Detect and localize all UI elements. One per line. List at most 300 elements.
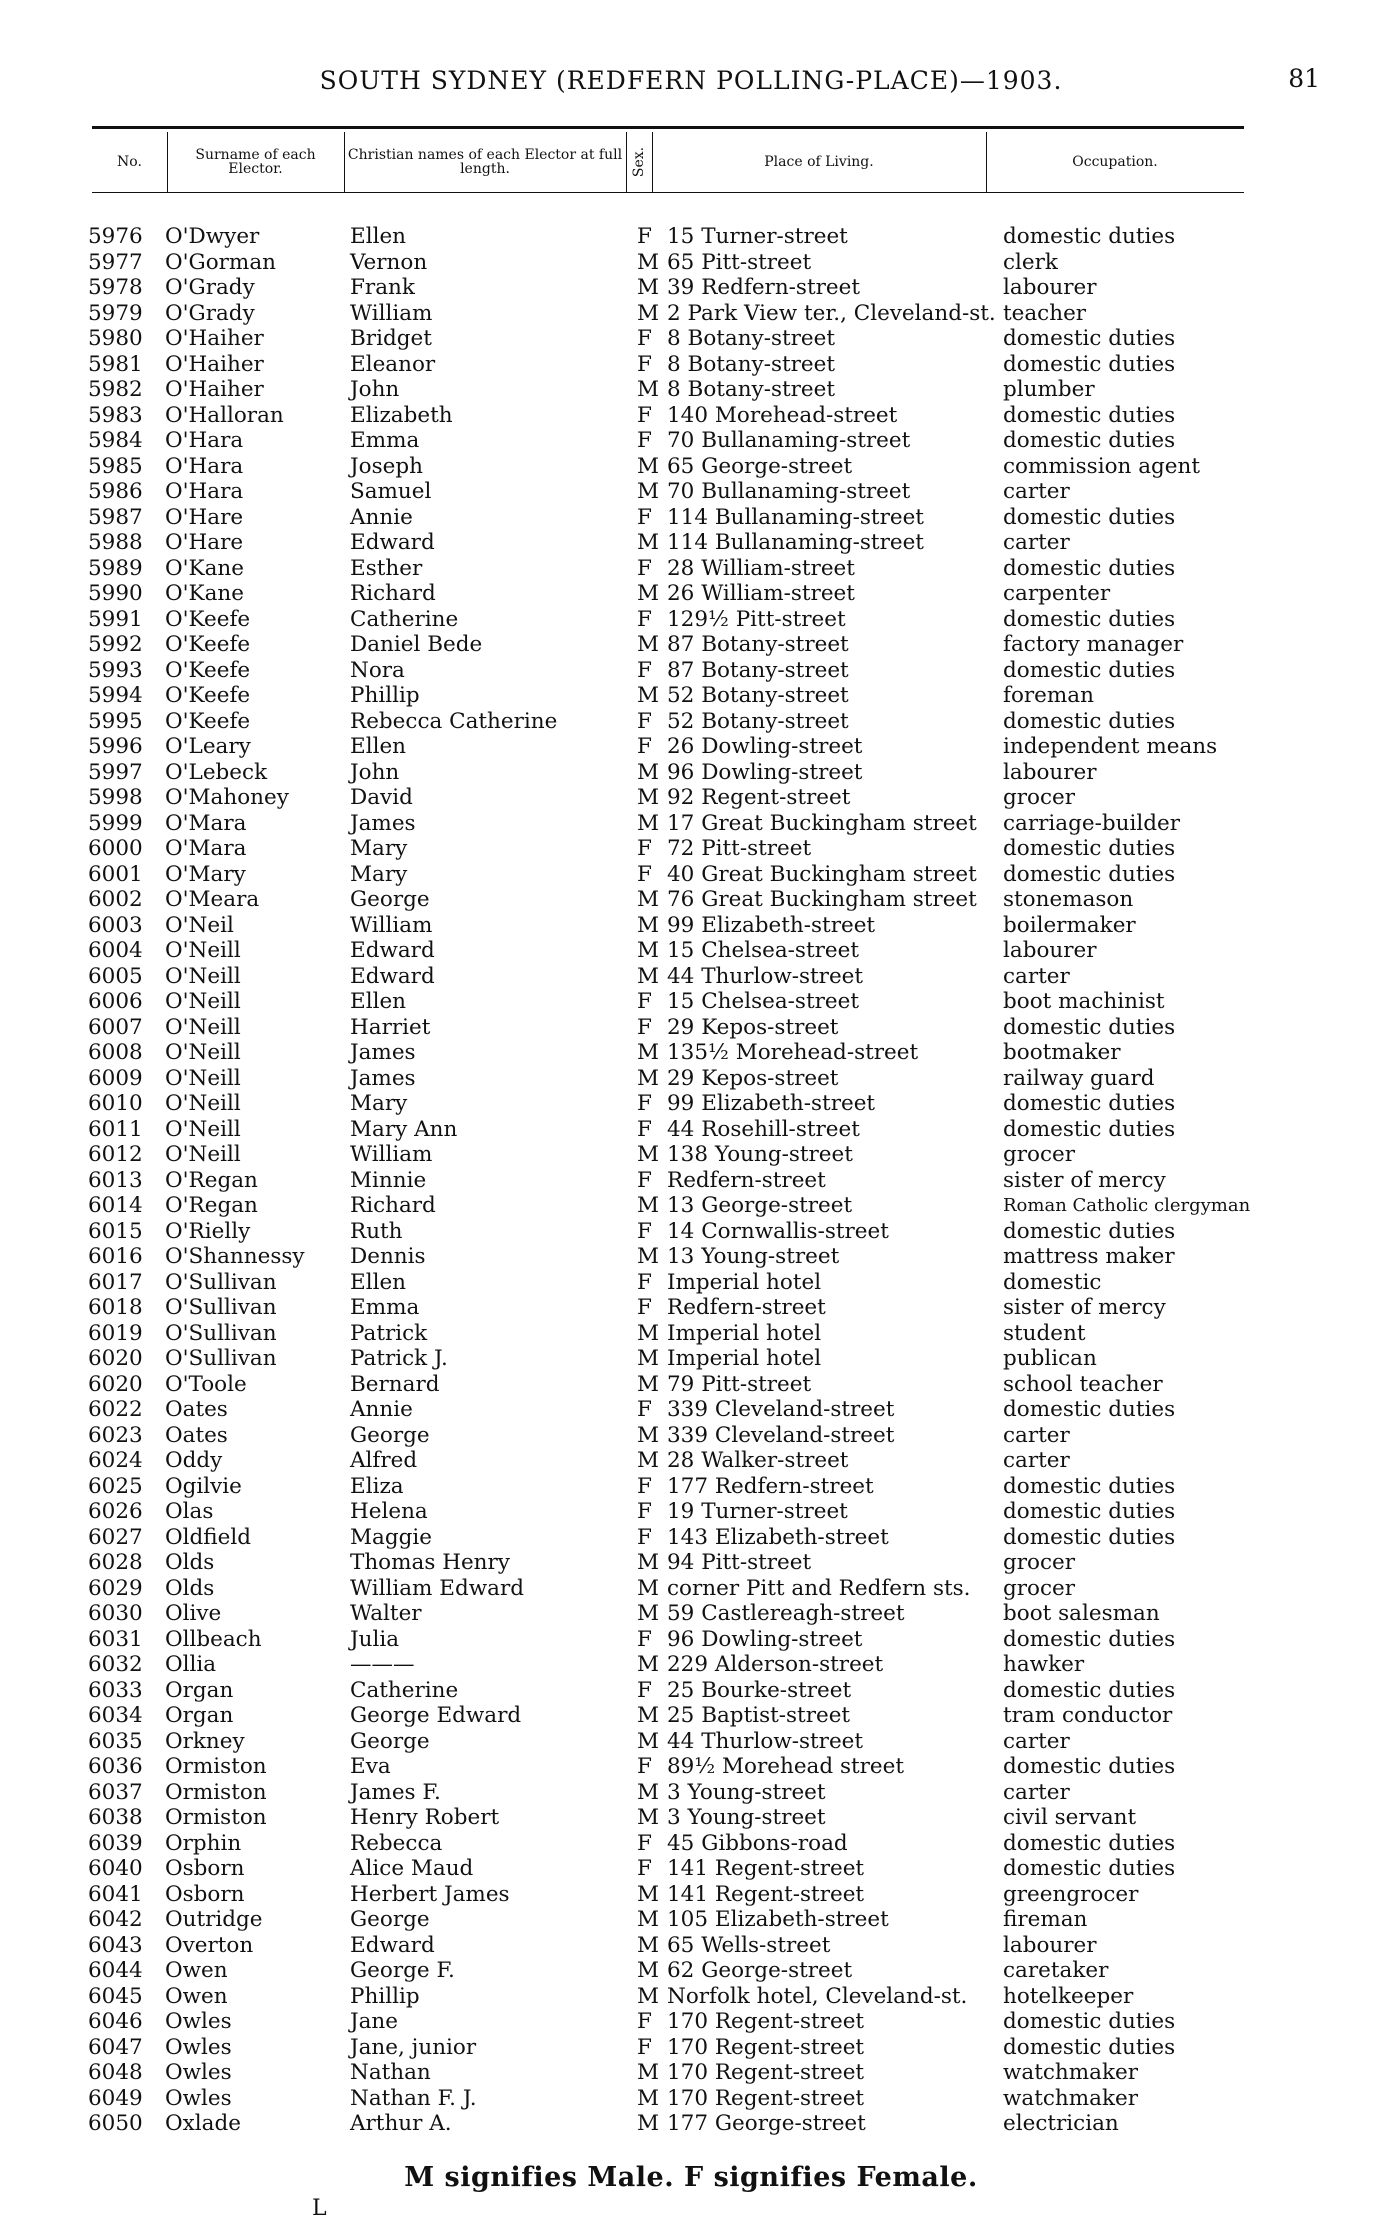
elector-surname: O'Mary <box>165 861 246 887</box>
elector-occupation: domestic duties <box>1003 1473 1176 1499</box>
elector-place-of-living: 8 Botany-street <box>667 351 836 377</box>
elector-place-of-living: 17 Great Buckingham street <box>667 810 977 836</box>
table-row <box>0 352 1382 378</box>
elector-occupation: foreman <box>1003 683 1094 708</box>
elector-christian-names: George <box>350 887 430 912</box>
elector-surname: O'Shannessy <box>165 1244 305 1269</box>
elector-christian-names: Bridget <box>350 326 432 351</box>
table-row <box>0 1142 1382 1168</box>
elector-occupation: sister of mercy <box>1003 1167 1166 1193</box>
elector-place-of-living: 8 Botany-street <box>667 377 836 402</box>
elector-christian-names: Emma <box>350 428 420 453</box>
elector-christian-names: Catherine <box>350 606 459 632</box>
table-row <box>0 1550 1382 1576</box>
elector-christian-names: Mary <box>350 861 408 887</box>
elector-christian-names: Nora <box>350 657 405 683</box>
table-row <box>0 1703 1382 1729</box>
elector-place-of-living: 76 Great Buckingham street <box>667 887 977 912</box>
table-row <box>0 428 1382 454</box>
elector-surname: O'Dwyer <box>165 224 260 249</box>
elector-number: 5992 <box>88 632 143 657</box>
elector-occupation: domestic duties <box>1003 1397 1176 1422</box>
elector-christian-names: George Edward <box>350 1703 522 1728</box>
elector-place-of-living: 339 Cleveland-street <box>667 1397 895 1422</box>
elector-occupation: carriage-builder <box>1003 810 1180 836</box>
elector-occupation: domestic duties <box>1003 2034 1176 2060</box>
elector-sex: M <box>637 1193 660 1218</box>
elector-occupation: watchmaker <box>1003 2060 1138 2085</box>
elector-place-of-living: corner Pitt and Redfern sts. <box>667 1575 971 1601</box>
elector-sex: M <box>637 1346 660 1371</box>
elector-place-of-living: 65 George-street <box>667 453 853 479</box>
elector-sex: M <box>637 1703 660 1728</box>
elector-christian-names: James F. <box>350 1779 441 1805</box>
elector-christian-names: William <box>350 1142 433 1167</box>
elector-sex: F <box>637 861 652 887</box>
elector-surname: O'Halloran <box>165 402 284 428</box>
elector-surname: O'Haiher <box>165 351 264 377</box>
elector-surname: O'Mahoney <box>165 785 289 810</box>
elector-number: 5989 <box>88 555 143 581</box>
elector-number: 6030 <box>88 1601 143 1626</box>
elector-number: 5978 <box>88 275 143 300</box>
elector-occupation: carter <box>1003 1779 1070 1805</box>
table-row <box>0 2060 1382 2086</box>
elector-place-of-living: 39 Redfern-street <box>667 275 860 300</box>
elector-occupation: domestic duties <box>1003 708 1176 734</box>
elector-christian-names: John <box>350 377 400 402</box>
elector-christian-names: George <box>350 1728 430 1754</box>
elector-sex: M <box>637 1320 660 1346</box>
elector-place-of-living: 140 Morehead-street <box>667 402 898 428</box>
elector-sex: M <box>637 275 660 300</box>
elector-place-of-living: 72 Pitt-street <box>667 836 812 861</box>
elector-surname: O'Grady <box>165 300 255 326</box>
table-row <box>0 1754 1382 1780</box>
elector-surname: Orphin <box>165 1830 242 1856</box>
table-row <box>0 1729 1382 1755</box>
elector-occupation: domestic duties <box>1003 1677 1176 1703</box>
elector-number: 5982 <box>88 377 143 402</box>
elector-number: 5976 <box>88 224 143 249</box>
elector-christian-names: Patrick J. <box>350 1346 448 1371</box>
elector-number: 5980 <box>88 326 143 351</box>
elector-occupation: boot salesman <box>1003 1601 1160 1626</box>
elector-christian-names: George <box>350 1907 430 1932</box>
elector-place-of-living: 96 Dowling-street <box>667 1626 863 1652</box>
elector-place-of-living: 87 Botany-street <box>667 657 849 683</box>
elector-christian-names: Mary Ann <box>350 1116 458 1142</box>
elector-sex: M <box>637 1422 660 1448</box>
elector-sex: M <box>637 1728 660 1754</box>
elector-occupation: domestic duties <box>1003 1218 1176 1244</box>
elector-number: 6029 <box>88 1575 143 1601</box>
elector-surname: Oates <box>165 1397 228 1422</box>
elector-place-of-living: 3 Young-street <box>667 1805 826 1830</box>
elector-christian-names: Phillip <box>350 1983 420 2009</box>
elector-occupation: domestic duties <box>1003 1091 1176 1116</box>
elector-christian-names: Jane, junior <box>350 2034 477 2060</box>
elector-sex: M <box>637 1448 660 1473</box>
elector-surname: Ollia <box>165 1652 217 1677</box>
elector-surname: Oddy <box>165 1448 223 1473</box>
elector-occupation: labourer <box>1003 275 1097 300</box>
elector-surname: O'Hara <box>165 479 244 504</box>
table-row <box>0 454 1382 480</box>
elector-christian-names: Maggie <box>350 1524 432 1550</box>
elector-sex: F <box>637 1856 652 1881</box>
elector-surname: O'Mara <box>165 836 247 861</box>
elector-christian-names: Mary <box>350 1091 408 1116</box>
elector-place-of-living: 44 Thurlow-street <box>667 1728 864 1754</box>
table-row <box>0 1346 1382 1372</box>
elector-place-of-living: 135½ Morehead-street <box>667 1040 919 1065</box>
elector-surname: O'Kane <box>165 555 244 581</box>
elector-sex: F <box>637 989 652 1014</box>
elector-place-of-living: 65 Wells-street <box>667 1932 831 1958</box>
elector-christian-names: Joseph <box>350 453 423 479</box>
elector-place-of-living: 2 Park View ter., Cleveland-st. <box>667 300 996 326</box>
table-row <box>0 1882 1382 1908</box>
elector-sex: M <box>637 377 660 402</box>
table-row <box>0 403 1382 429</box>
elector-christian-names: Catherine <box>350 1677 459 1703</box>
elector-place-of-living: 177 Redfern-street <box>667 1473 874 1499</box>
elector-surname: O'Sullivan <box>165 1269 277 1295</box>
elector-place-of-living: 339 Cleveland-street <box>667 1422 895 1448</box>
elector-sex: F <box>637 1269 652 1295</box>
elector-sex: F <box>637 657 652 683</box>
elector-occupation: domestic duties <box>1003 657 1176 683</box>
elector-occupation: student <box>1003 1320 1086 1346</box>
elector-christian-names: Vernon <box>350 249 428 275</box>
elector-place-of-living: 143 Elizabeth-street <box>667 1524 889 1550</box>
elector-occupation: bootmaker <box>1003 1040 1121 1065</box>
elector-surname: Osborn <box>165 1856 245 1881</box>
elector-occupation: domestic duties <box>1003 1856 1176 1881</box>
elector-number: 6037 <box>88 1779 143 1805</box>
column-header-no <box>92 132 168 192</box>
elector-number: 6028 <box>88 1550 143 1575</box>
table-row <box>0 1168 1382 1194</box>
elector-number: 5999 <box>88 810 143 836</box>
elector-occupation: hotelkeeper <box>1003 1983 1134 2009</box>
elector-sex: M <box>637 938 660 963</box>
elector-number: 6045 <box>88 1983 143 2009</box>
elector-surname: Organ <box>165 1703 234 1728</box>
elector-number: 5998 <box>88 785 143 810</box>
elector-sex: M <box>637 1040 660 1065</box>
elector-number: 6001 <box>88 861 143 887</box>
elector-surname: Olive <box>165 1601 222 1626</box>
elector-surname: O'Gorman <box>165 249 276 275</box>
table-row <box>0 1091 1382 1117</box>
table-row <box>0 301 1382 327</box>
elector-sex: F <box>637 836 652 861</box>
elector-sex: F <box>637 326 652 351</box>
elector-christian-names: Annie <box>350 1397 413 1422</box>
elector-place-of-living: 177 George-street <box>667 2111 866 2136</box>
elector-place-of-living: 29 Kepos-street <box>667 1065 839 1091</box>
elector-number: 6020 <box>88 1346 143 1371</box>
elector-sex: F <box>637 351 652 377</box>
elector-occupation: plumber <box>1003 377 1095 402</box>
table-row <box>0 658 1382 684</box>
elector-number: 6010 <box>88 1091 143 1116</box>
table-row <box>0 1270 1382 1296</box>
elector-place-of-living: 13 George-street <box>667 1193 853 1218</box>
table-row <box>0 1066 1382 1092</box>
elector-number: 6032 <box>88 1652 143 1677</box>
elector-christian-names: Helena <box>350 1499 428 1524</box>
elector-occupation: domestic duties <box>1003 504 1176 530</box>
elector-place-of-living: 170 Regent-street <box>667 2060 865 2085</box>
elector-place-of-living: Imperial hotel <box>667 1346 822 1371</box>
elector-occupation: fireman <box>1003 1907 1088 1932</box>
elector-occupation: independent means <box>1003 734 1218 759</box>
elector-number: 5977 <box>88 249 143 275</box>
elector-occupation: domestic duties <box>1003 1014 1176 1040</box>
elector-place-of-living: 114 Bullanaming-street <box>667 504 924 530</box>
table-row <box>0 632 1382 658</box>
elector-christian-names: Walter <box>350 1601 422 1626</box>
elector-place-of-living: 70 Bullanaming-street <box>667 479 911 504</box>
table-row <box>0 887 1382 913</box>
elector-occupation: teacher <box>1003 300 1087 326</box>
table-row <box>0 1627 1382 1653</box>
elector-place-of-living: Imperial hotel <box>667 1269 822 1295</box>
elector-number: 5981 <box>88 351 143 377</box>
elector-occupation: domestic duties <box>1003 2009 1176 2034</box>
table-row <box>0 1423 1382 1449</box>
elector-sex: M <box>637 759 660 785</box>
elector-place-of-living: 45 Gibbons-road <box>667 1830 848 1856</box>
elector-sex: F <box>637 1524 652 1550</box>
table-row <box>0 1831 1382 1857</box>
column-header-sex-label: Sex. <box>631 146 648 178</box>
elector-occupation: grocer <box>1003 1575 1076 1601</box>
column-header-surname-label: Surname of each Elector. <box>195 147 316 177</box>
elector-occupation: school teacher <box>1003 1371 1163 1397</box>
elector-occupation: domestic duties <box>1003 351 1176 377</box>
elector-sex: M <box>637 1550 660 1575</box>
elector-sex: M <box>637 249 660 275</box>
elector-surname: O'Toole <box>165 1371 247 1397</box>
elector-christian-names: Elizabeth <box>350 402 453 428</box>
elector-place-of-living: 114 Bullanaming-street <box>667 530 924 555</box>
elector-christian-names: Ellen <box>350 989 407 1014</box>
elector-sex: M <box>637 300 660 326</box>
elector-christian-names: Rebecca Catherine <box>350 708 558 734</box>
table-row <box>0 1652 1382 1678</box>
elector-occupation: civil servant <box>1003 1805 1137 1830</box>
elector-surname: O'Sullivan <box>165 1320 277 1346</box>
elector-sex: F <box>637 1014 652 1040</box>
elector-number: 6043 <box>88 1932 143 1958</box>
elector-place-of-living: 14 Cornwallis-street <box>667 1218 889 1244</box>
elector-number: 6004 <box>88 938 143 963</box>
elector-surname: O'Keefe <box>165 708 251 734</box>
table-row <box>0 1958 1382 1984</box>
elector-sex: F <box>637 1091 652 1116</box>
elector-sex: F <box>637 1626 652 1652</box>
elector-christian-names: Frank <box>350 275 415 300</box>
elector-surname: Ormiston <box>165 1779 267 1805</box>
page-title: SOUTH SYDNEY (REDFERN POLLING-PLACE)—1903. <box>319 66 1063 95</box>
elector-place-of-living: 59 Castlereagh-street <box>667 1601 905 1626</box>
elector-christian-names: George F. <box>350 1958 455 1983</box>
elector-surname: O'Mara <box>165 810 247 836</box>
elector-surname: Oates <box>165 1422 228 1448</box>
elector-surname: O'Sullivan <box>165 1295 277 1320</box>
table-row <box>0 275 1382 301</box>
elector-number: 6027 <box>88 1524 143 1550</box>
elector-number: 6015 <box>88 1218 143 1244</box>
elector-christian-names: Edward <box>350 1932 435 1958</box>
elector-surname: Outridge <box>165 1907 263 1932</box>
elector-sex: M <box>637 785 660 810</box>
elector-sex: F <box>637 1754 652 1779</box>
elector-surname: O'Neill <box>165 1142 241 1167</box>
table-row <box>0 989 1382 1015</box>
elector-list <box>0 224 1382 2137</box>
elector-christian-names: Jane <box>350 2009 399 2034</box>
elector-christian-names: Patrick <box>350 1320 428 1346</box>
table-row <box>0 785 1382 811</box>
elector-number: 6014 <box>88 1193 143 1218</box>
elector-sex: F <box>637 428 652 453</box>
column-header-christian-label: Christian names of each Elector at full length. <box>347 147 623 177</box>
elector-sex: M <box>637 1244 660 1269</box>
elector-place-of-living: 89½ Morehead street <box>667 1754 905 1779</box>
elector-place-of-living: 3 Young-street <box>667 1779 826 1805</box>
elector-surname: Ollbeach <box>165 1626 262 1652</box>
elector-number: 6049 <box>88 2085 143 2111</box>
table-row <box>0 2086 1382 2112</box>
elector-surname: Olds <box>165 1550 215 1575</box>
elector-christian-names: Mary <box>350 836 408 861</box>
elector-place-of-living: 28 Walker-street <box>667 1448 849 1473</box>
elector-sex: M <box>637 2085 660 2111</box>
elector-sex: F <box>637 606 652 632</box>
table-row <box>0 683 1382 709</box>
elector-occupation: mattress maker <box>1003 1244 1175 1269</box>
elector-occupation: carter <box>1003 1448 1070 1473</box>
elector-christian-names: Edward <box>350 530 435 555</box>
elector-occupation: caretaker <box>1003 1958 1109 1983</box>
table-row <box>0 760 1382 786</box>
elector-christian-names: Annie <box>350 504 413 530</box>
table-row <box>0 862 1382 888</box>
elector-occupation: carter <box>1003 1422 1070 1448</box>
elector-sex: M <box>637 683 660 708</box>
elector-surname: Owen <box>165 1958 228 1983</box>
table-row <box>0 607 1382 633</box>
elector-occupation: carter <box>1003 963 1070 989</box>
elector-surname: O'Hare <box>165 504 244 530</box>
column-header-place-label: Place of Living. <box>764 154 874 170</box>
elector-number: 6000 <box>88 836 143 861</box>
table-row <box>0 224 1382 250</box>
elector-number: 6017 <box>88 1269 143 1295</box>
elector-place-of-living: 44 Thurlow-street <box>667 963 864 989</box>
elector-number: 6022 <box>88 1397 143 1422</box>
elector-number: 6048 <box>88 2060 143 2085</box>
elector-place-of-living: 52 Botany-street <box>667 683 849 708</box>
elector-occupation: watchmaker <box>1003 2085 1138 2111</box>
elector-number: 6023 <box>88 1422 143 1448</box>
elector-place-of-living: 170 Regent-street <box>667 2034 865 2060</box>
elector-christian-names: Dennis <box>350 1244 426 1269</box>
elector-occupation: Roman Catholic clergyman <box>1003 1195 1251 1216</box>
elector-christian-names: Henry Robert <box>350 1805 500 1830</box>
elector-sex: F <box>637 2009 652 2034</box>
table-row <box>0 709 1382 735</box>
elector-number: 6035 <box>88 1728 143 1754</box>
elector-place-of-living: 65 Pitt-street <box>667 249 812 275</box>
elector-sex: M <box>637 1881 660 1907</box>
elector-christian-names: Ellen <box>350 734 407 759</box>
elector-place-of-living: 28 William-street <box>667 555 855 581</box>
elector-surname: Owles <box>165 2034 232 2060</box>
elector-christian-names: Edward <box>350 938 435 963</box>
elector-place-of-living: 170 Regent-street <box>667 2085 865 2111</box>
elector-place-of-living: 25 Bourke-street <box>667 1677 852 1703</box>
elector-number: 6050 <box>88 2111 143 2136</box>
elector-number: 6012 <box>88 1142 143 1167</box>
elector-christian-names: Alfred <box>350 1448 418 1473</box>
elector-occupation: railway guard <box>1003 1065 1155 1091</box>
elector-number: 6003 <box>88 912 143 938</box>
elector-occupation: grocer <box>1003 785 1076 810</box>
elector-place-of-living: 70 Bullanaming-street <box>667 428 911 453</box>
elector-number: 5984 <box>88 428 143 453</box>
elector-number: 6042 <box>88 1907 143 1932</box>
table-row <box>0 581 1382 607</box>
table-row <box>0 1525 1382 1551</box>
elector-place-of-living: Redfern-street <box>667 1295 826 1320</box>
elector-occupation: domestic duties <box>1003 1524 1176 1550</box>
elector-place-of-living: 8 Botany-street <box>667 326 836 351</box>
elector-occupation: carter <box>1003 530 1070 555</box>
elector-occupation: tram conductor <box>1003 1703 1173 1728</box>
elector-surname: Ormiston <box>165 1754 267 1779</box>
column-header-christian <box>344 132 627 192</box>
table-row <box>0 1193 1382 1219</box>
elector-place-of-living: 99 Elizabeth-street <box>667 1091 876 1116</box>
elector-number: 5987 <box>88 504 143 530</box>
elector-surname: O'Rielly <box>165 1218 251 1244</box>
elector-christian-names: Eliza <box>350 1473 404 1499</box>
elector-sex: M <box>637 963 660 989</box>
elector-place-of-living: 44 Rosehill-street <box>667 1116 860 1142</box>
elector-place-of-living: 129½ Pitt-street <box>667 606 846 632</box>
elector-christian-names: James <box>350 810 416 836</box>
table-row <box>0 530 1382 556</box>
column-header-no-label: No. <box>117 154 142 170</box>
elector-christian-names: William <box>350 912 433 938</box>
elector-sex: M <box>637 912 660 938</box>
table-row <box>0 1984 1382 2010</box>
elector-occupation: sister of mercy <box>1003 1295 1166 1320</box>
elector-sex: F <box>637 1397 652 1422</box>
elector-place-of-living: 138 Young-street <box>667 1142 853 1167</box>
elector-sex: M <box>637 479 660 504</box>
table-row <box>0 1856 1382 1882</box>
elector-number: 5983 <box>88 402 143 428</box>
elector-number: 6006 <box>88 989 143 1014</box>
elector-occupation: domestic duties <box>1003 861 1176 887</box>
